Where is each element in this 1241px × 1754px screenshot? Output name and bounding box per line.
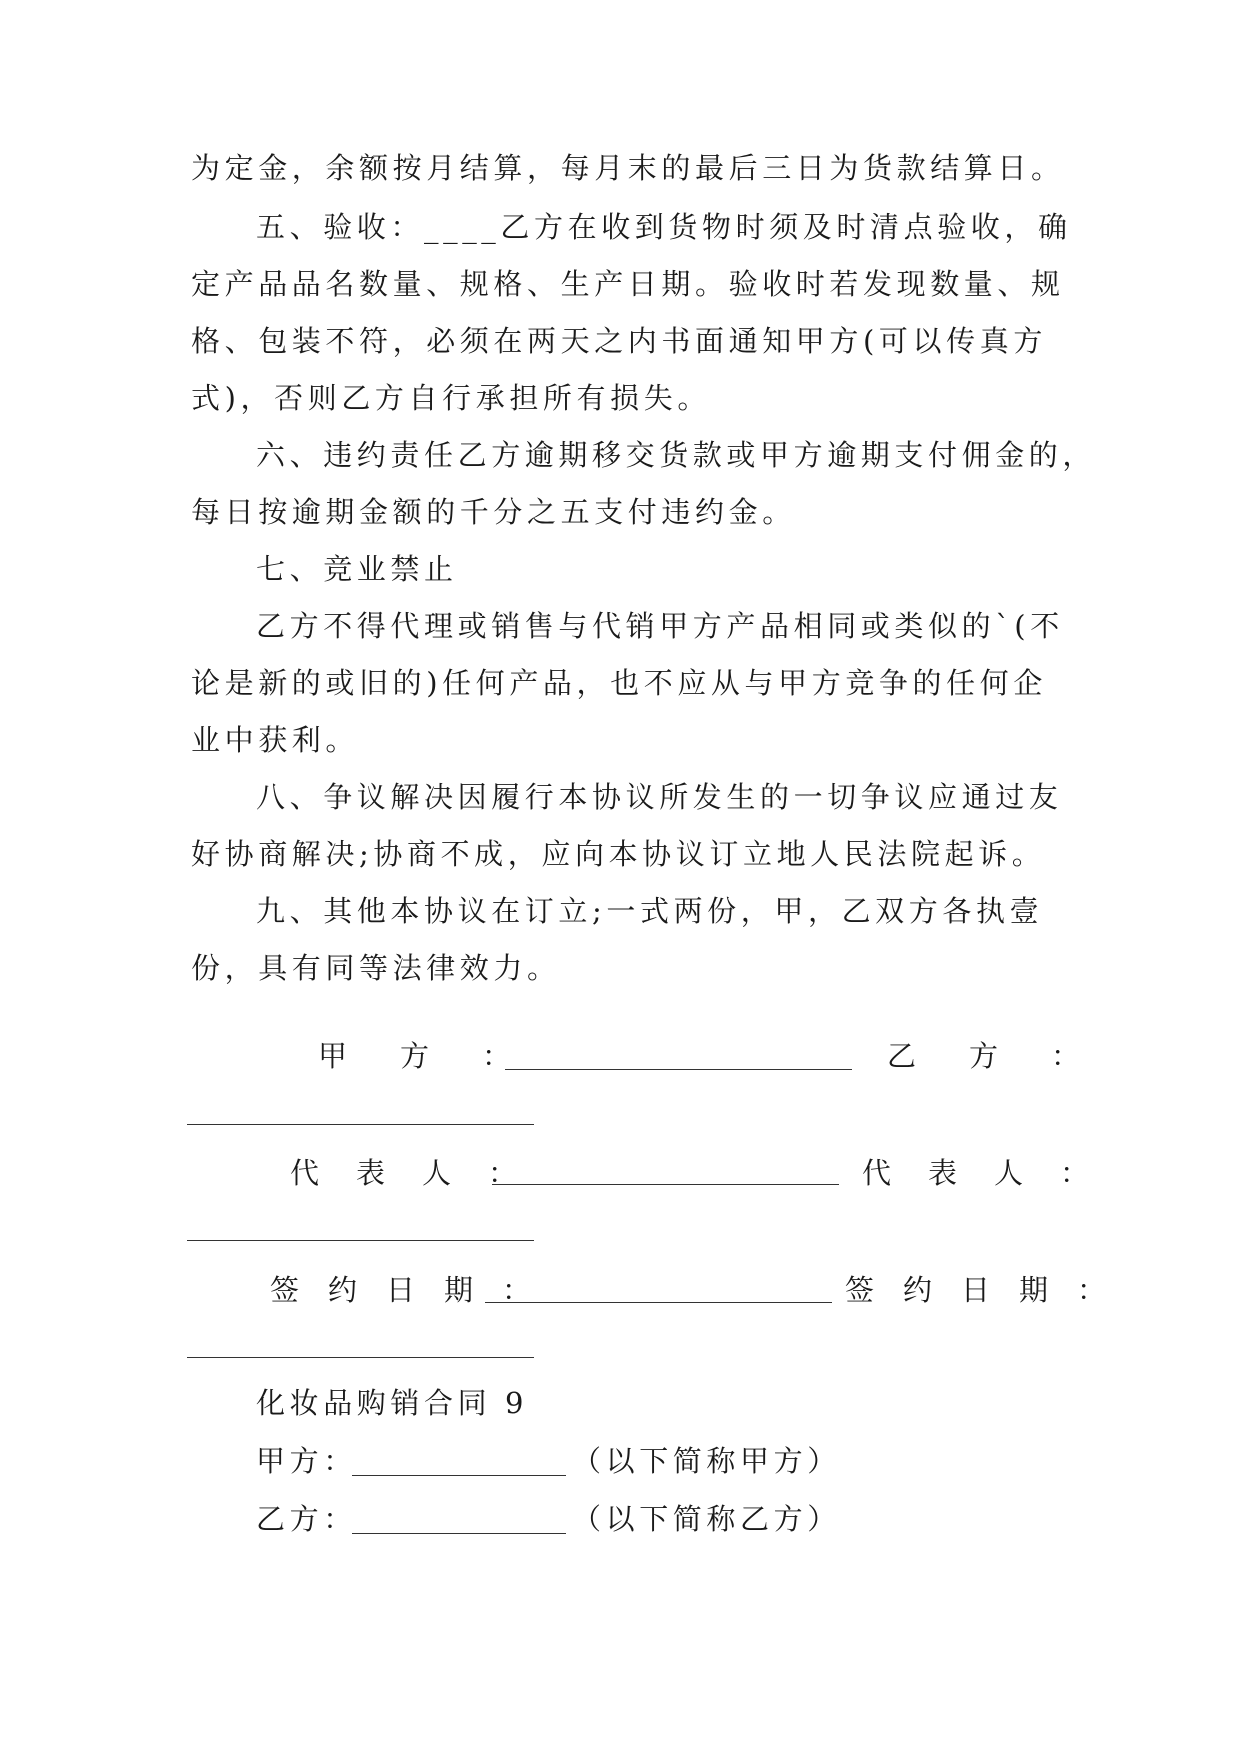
section-8-disputes: 八、争议解决因履行本协议所发生的一切争议应通过友 <box>256 780 1063 814</box>
rep-b-blank <box>187 1240 534 1241</box>
next-party-b-label: 乙方： <box>256 1502 357 1536</box>
section-5-acceptance: 五、验收：____乙方在收到货物时须及时清点验收，确 <box>256 210 1072 244</box>
contract-title: 化妆品购销合同 9 <box>256 1386 529 1420</box>
paragraph-line: 论是新的或旧的)任何产品，也不应从与甲方竞争的任何企 <box>191 666 1047 700</box>
party-b-label: 乙 方 ： <box>887 1039 1093 1073</box>
paragraph-line: 式)，否则乙方自行承担所有损失。 <box>191 381 711 415</box>
next-party-a-blank <box>352 1475 566 1476</box>
next-party-a-label: 甲方： <box>256 1444 357 1478</box>
date-b-blank <box>187 1357 534 1358</box>
paragraph-line: 定产品品名数量、规格、生产日期。验收时若发现数量、规 <box>191 267 1065 301</box>
paragraph-line: 每日按逾期金额的千分之五支付违约金。 <box>191 495 796 529</box>
rep-a-label: 代 表 人 ： <box>290 1156 522 1190</box>
paragraph-line: 格、包装不符，必须在两天之内书面通知甲方(可以传真方 <box>191 324 1047 358</box>
next-party-b-blank <box>352 1533 566 1534</box>
party-a-label: 甲 方 ： <box>318 1039 524 1073</box>
section-6-liability: 六、违约责任乙方逾期移交货款或甲方逾期支付佣金的， <box>256 438 1097 472</box>
section-9-other: 九、其他本协议在订立;一式两份，甲，乙双方各执壹 <box>256 894 1044 928</box>
party-a-blank <box>505 1069 852 1070</box>
next-party-a-note: （以下简称甲方） <box>572 1444 841 1478</box>
next-party-b-note: （以下简称乙方） <box>572 1502 841 1536</box>
rep-b-label: 代 表 人 ： <box>862 1156 1094 1190</box>
date-a-label: 签 约 日 期 ： <box>270 1273 532 1307</box>
paragraph-line: 为定金，余额按月结算，每月末的最后三日为货款结算日。 <box>191 151 1065 185</box>
paragraph-line: 好协商解决;协商不成，应向本协议订立地人民法院起诉。 <box>191 837 1046 871</box>
date-a-blank <box>485 1302 832 1303</box>
rep-a-blank <box>492 1184 839 1185</box>
paragraph-line: 乙方不得代理或销售与代销甲方产品相同或类似的`(不 <box>256 609 1064 643</box>
date-b-label: 签 约 日 期 ： <box>845 1273 1107 1307</box>
paragraph-line: 业中获利。 <box>191 723 360 757</box>
paragraph-line: 份，具有同等法律效力。 <box>191 951 561 985</box>
section-7-non-compete: 七、竞业禁止 <box>256 552 458 586</box>
party-b-blank <box>187 1124 534 1125</box>
